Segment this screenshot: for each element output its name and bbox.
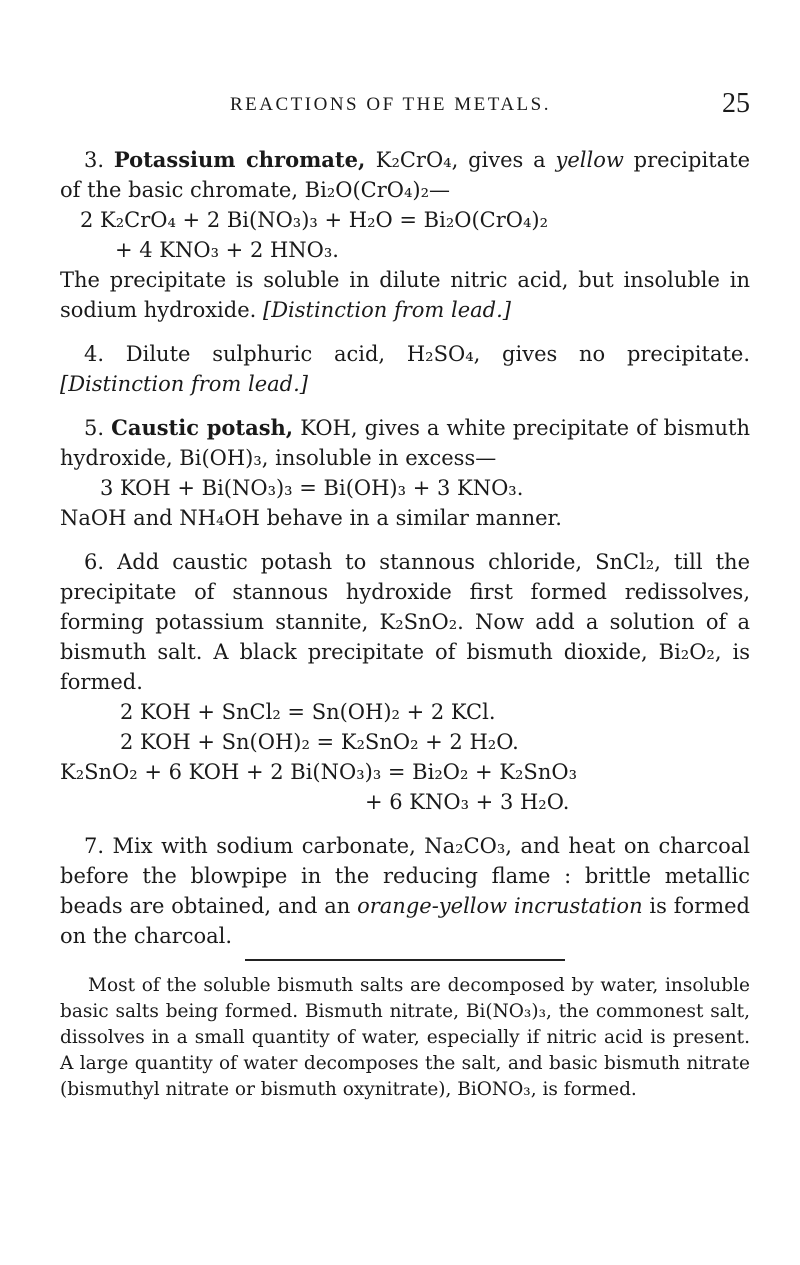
page-body [60, 145, 750, 1103]
equation-line: K₂SnO₂ + 6 KOH + 2 Bi(NO₃)₃ = Bi₂O₂ + K₂SnO₃ [60, 760, 577, 784]
equation-line: 2 K₂CrO₄ + 2 Bi(NO₃)₃ + H₂O = Bi₂O(CrO₄)₂ [80, 208, 548, 232]
paragraph-text: 4. Dilute sulphuric acid, H₂SO₄, gives no precipitate. [84, 342, 750, 366]
reagent-formula: K₂CrO₄ [375, 148, 452, 172]
footnote-text: Most of the soluble bismuth salts are decomposed by water, insoluble basic salts being formed. Bismuth nitrate, Bi(NO₃)₃, the commonest salt, dissolves in a small quantity of water, especially if nitric acid is present. A large quantity of water decomposes the salt, and basic bismuth nitrate (bismuthyl nitrate or bismuth oxynitrate), BiONO₃, is formed. [60, 975, 750, 1100]
section-divider [245, 959, 565, 961]
emphasis-text: yellow [555, 148, 624, 172]
paragraph-text: The precipitate is soluble in dilute nitric acid, but insoluble in sodium hydroxide. [60, 268, 750, 322]
page-number: 25 [722, 88, 750, 119]
running-head: REACTIONS OF THE METALS. [230, 94, 551, 115]
paragraph-number: 3. [84, 148, 114, 172]
paragraph-3-after [60, 265, 750, 325]
footnote-block [60, 973, 750, 1103]
equation-line: 2 KOH + Sn(OH)₂ = K₂SnO₂ + 2 H₂O. [120, 730, 519, 754]
paragraph-text: , gives a [451, 148, 556, 172]
paragraph-5-after: NaOH and NH₄OH behave in a similar manner. [60, 506, 562, 530]
paragraph-3 [60, 145, 750, 205]
distinction-note: [Distinction from lead.] [60, 372, 308, 396]
paragraph-text: precipitate of the basic chromate, Bi₂O(CrO₄)₂— [60, 148, 751, 202]
equation-line: + 6 KNO₃ + 3 H₂O. [365, 790, 570, 814]
distinction-note: [Distinction from lead.] [263, 298, 511, 322]
paragraph-7 [60, 831, 750, 951]
emphasis-text: orange-yellow incrustation [357, 894, 643, 918]
paragraph-5 [60, 413, 750, 473]
reagent-name: Caustic potash, [111, 415, 294, 440]
equation-line: 3 KOH + Bi(NO₃)₃ = Bi(OH)₃ + 3 KNO₃. [100, 476, 524, 500]
paragraph-4 [60, 339, 750, 399]
equation-line: + 4 KNO₃ + 2 HNO₃. [115, 238, 339, 262]
paragraph-text: is formed on the charcoal. [60, 894, 750, 948]
reagent-name: Potassium chromate, [113, 147, 376, 172]
paragraph-text: KOH, gives a white precipitate of bismuth hydroxide, Bi(OH)₃, insoluble in excess— [60, 416, 750, 470]
equation-line: 2 KOH + SnCl₂ = Sn(OH)₂ + 2 KCl. [120, 700, 496, 724]
paragraph-text: 7. Mix with sodium carbonate, Na₂CO₃, and heat on charcoal before the blowpipe in the reducing flame : brittle metallic beads are obtained, and an [60, 834, 750, 918]
page-header [60, 88, 750, 128]
paragraph-6: 6. Add caustic potash to stannous chloride, SnCl₂, till the precipitate of stannous hydroxide first formed redissolves, forming potassium stannite, K₂SnO₂. Now add a solution of a bismuth salt. A black precipitate of bismuth dioxide, Bi₂O₂, is formed. [60, 550, 750, 694]
paragraph-number: 5. [84, 416, 112, 440]
